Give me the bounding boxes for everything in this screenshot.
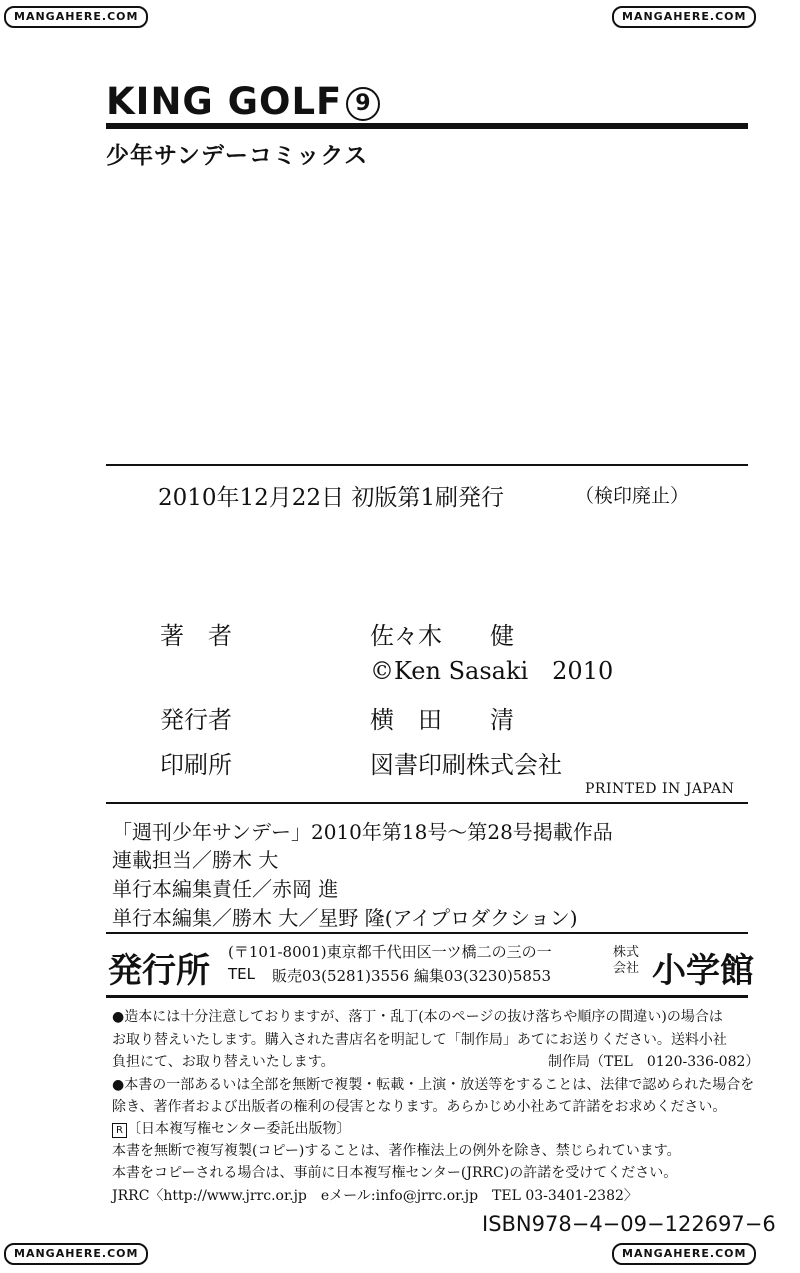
edition-date: 2010年12月22日 初版第1刷発行 [158,485,505,511]
author-label: 著 者 [160,622,232,650]
publisher-name: 小学館 [652,951,754,991]
notice-1-line-1: ●造本には十分注意しておりますが、落丁・乱丁(本のページの抜け落ちや順序の間違い)の場合は [112,1009,723,1025]
volume-number: 9 [346,87,380,121]
serialization-rule [106,802,748,804]
corp-prefix [613,945,639,977]
printer-name: 図書印刷株式会社 [370,751,562,779]
title-rule [106,123,748,129]
edition-rule [106,464,748,466]
publisher-person-label: 発行者 [160,706,232,734]
notice-1-contact: 制作局（TEL 0120-336-082） [548,1054,760,1070]
jrrc-line-1: 本書を無断で複写複製(コピー)することは、著作権法上の例外を除き、禁じられています。 [112,1143,681,1159]
serialization-line-4: 単行本編集／勝木 大／星野 隆(アイプロダクション) [112,906,578,930]
imprint-label: 少年サンデーコミックス [106,143,369,169]
publisher-person: 横 田 清 [370,706,514,734]
jrrc-contact: JRRC〈http://www.jrrc.or.jp eメール:info@jrrc.or.jp TEL 03-3401-2382〉 [112,1188,638,1204]
serialization-line-1: 「週刊少年サンデー」2010年第18号〜第28号掲載作品 [112,820,613,844]
serialization-line-2: 連載担当／勝木 大 [112,848,279,872]
isbn: ISBN978−4−09−122697−6 [482,1212,776,1236]
registered-mark-icon: R [112,1123,127,1138]
jrrc-header-text: 〔日本複写権センター委託出版物〕 [127,1121,351,1137]
notice-2-line-2: 除き、著作者および出版者の権利の侵害となります。あらかじめ小社あて許諾をお求めください。 [112,1099,727,1115]
jrrc-line-2: 本書をコピーされる場合は、事前に日本複写権センター(JRRC)の許諾を受けてください。 [112,1165,678,1181]
printer-label: 印刷所 [160,751,232,779]
publisher-phones: 販売03(5281)3556 編集03(3230)5853 [272,967,552,985]
publisher-address: (〒101-8001)東京都千代田区一ツ橋二の三の一 [228,943,552,961]
watermark-bottom-right: MANGAHERE.COM [612,1243,756,1265]
corp-prefix-bottom: 会社 [613,961,640,976]
notices-rule [106,995,748,998]
notice-1-line-3: 負担にて、お取り替えいたします。 [112,1054,335,1070]
watermark-top-right: MANGAHERE.COM [612,6,756,28]
printed-in: PRINTED IN JAPAN [585,781,735,797]
notice-1-line-2: お取り替えいたします。購入された書店名を明記して「制作局」あてにお送りください。送料小社 [112,1032,727,1048]
copyright-line: ©Ken Sasaki 2010 [370,657,614,685]
serialization-line-3: 単行本編集責任／赤岡 進 [112,877,339,901]
book-title-text: KING GOLF [106,80,343,123]
publisher-label: 発行所 [108,951,210,991]
stamp-note: （検印廃止） [575,485,690,507]
publisher-rule [106,932,748,934]
watermark-top-left: MANGAHERE.COM [4,6,148,28]
watermark-bottom-left: MANGAHERE.COM [4,1243,148,1265]
jrrc-header [112,1118,350,1138]
notice-2-line-1: ●本書の一部あるいは全部を無断で複製・転載・上演・放送等をすることは、法律で認められた場合を [112,1077,755,1093]
tel-label: TEL [228,965,255,983]
author-name: 佐々木 健 [370,622,514,650]
book-title [106,80,380,123]
corp-prefix-top: 株式 [613,945,640,960]
